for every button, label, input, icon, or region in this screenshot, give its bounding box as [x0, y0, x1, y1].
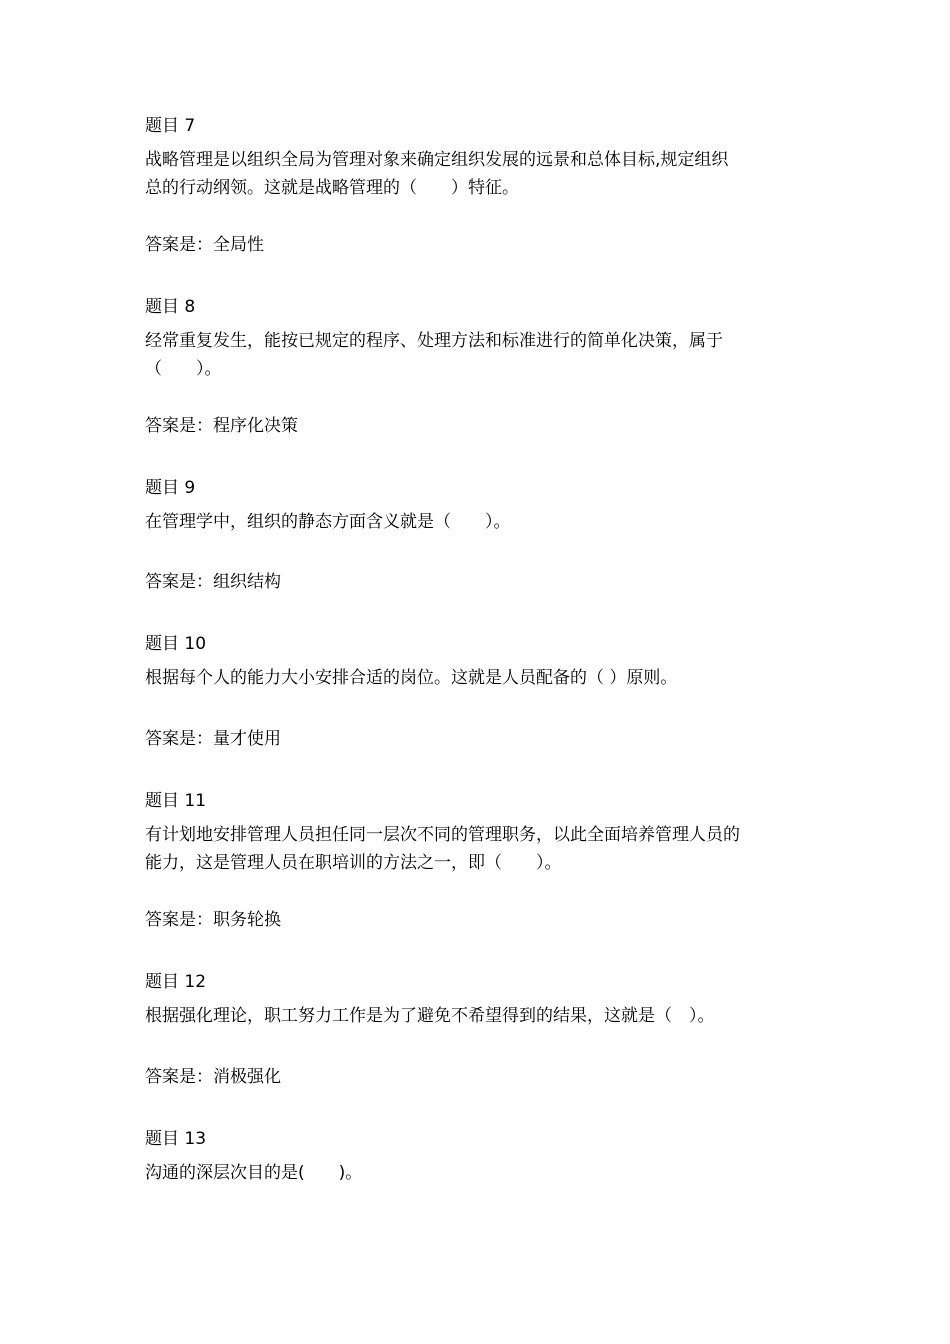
question-7 [145, 114, 815, 202]
question-text-line: 根据每个人的能力大小安排合适的岗位。这就是人员配备的（ ）原则。 [145, 668, 678, 688]
question-title: 题目 11 [145, 791, 207, 811]
answer-9: 答案是：组织结构 [145, 572, 281, 592]
question-8 [145, 295, 815, 383]
answer-8: 答案是：程序化决策 [145, 416, 298, 436]
question-title: 题目 12 [145, 972, 207, 992]
question-text-line: （ ）。 [145, 359, 222, 379]
question-title: 题目 10 [145, 634, 207, 654]
question-title: 题目 13 [145, 1129, 207, 1149]
answer-7: 答案是：全局性 [145, 235, 264, 255]
answer-11: 答案是：职务轮换 [145, 910, 281, 930]
question-13 [145, 1127, 815, 1187]
answer-10: 答案是：量才使用 [145, 729, 281, 749]
question-text-line: 战略管理是以组织全局为管理对象来确定组织发展的远景和总体目标,规定组织 [145, 150, 729, 170]
question-text-line: 总的行动纲领。这就是战略管理的（ ）特征。 [145, 178, 519, 198]
question-title: 题目 9 [145, 478, 196, 498]
question-text-line: 沟通的深层次目的是( )。 [145, 1163, 363, 1183]
question-12 [145, 970, 815, 1030]
question-text-line: 经常重复发生，能按已规定的程序、处理方法和标准进行的简单化决策，属于 [145, 331, 723, 351]
answer-12: 答案是：消极强化 [145, 1067, 281, 1087]
question-10 [145, 632, 815, 692]
question-title: 题目 7 [145, 116, 196, 136]
question-9 [145, 476, 815, 536]
question-text-line: 在管理学中，组织的静态方面含义就是（ ）。 [145, 512, 511, 532]
question-text-line: 能力，这是管理人员在职培训的方法之一，即（ ）。 [145, 853, 562, 873]
question-title: 题目 8 [145, 297, 196, 317]
question-text-line: 根据强化理论，职工努力工作是为了避免不希望得到的结果，这就是（ ）。 [145, 1006, 715, 1026]
question-text-line: 有计划地安排管理人员担任同一层次不同的管理职务，以此全面培养管理人员的 [145, 825, 740, 845]
question-11 [145, 789, 815, 877]
